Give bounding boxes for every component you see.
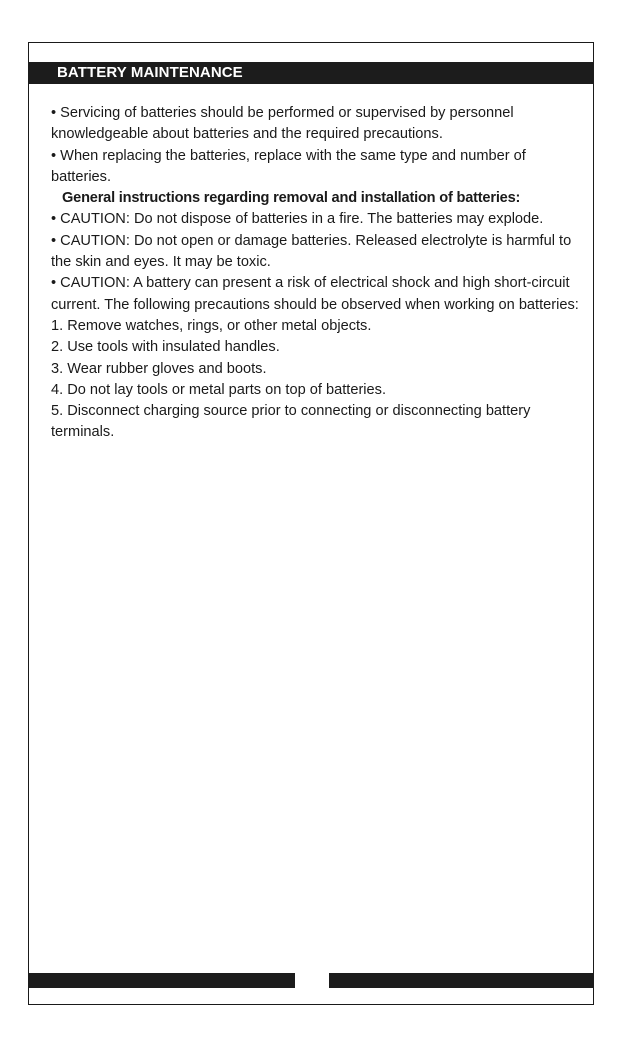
list-item: 1. Remove watches, rings, or other metal objects.: [51, 317, 372, 334]
footer-bar-right: [329, 973, 594, 988]
footer-bar-left: [28, 973, 295, 988]
paragraph-replacing: • When replacing the batteries, replace with the same type and number of batteries.: [51, 147, 526, 185]
list-item: 5. Disconnect charging source prior to connecting or disconnecting battery terminals.: [51, 403, 531, 441]
instructions-subheading: General instructions regarding removal and installation of batteries:: [62, 190, 521, 207]
list-item: 3. Wear rubber gloves and boots.: [51, 360, 267, 377]
document-body: [51, 103, 581, 444]
caution-electrical-shock: • CAUTION: A battery can present a risk of electrical shock and high short-circuit current. The following precautions should be observed when working on batteries:: [51, 275, 579, 313]
section-header-bar: [28, 62, 594, 84]
list-item: 4. Do not lay tools or metal parts on top of batteries.: [51, 381, 387, 398]
paragraph-servicing: • Servicing of batteries should be performed or supervised by personnel knowledgeable about batteries and the required precautions.: [51, 105, 514, 143]
caution-fire: • CAUTION: Do not dispose of batteries in a fire. The batteries may explode.: [51, 211, 544, 228]
section-title: BATTERY MAINTENANCE: [57, 64, 243, 81]
caution-open-damage: • CAUTION: Do not open or damage batteries. Released electrolyte is harmful to the skin and eyes. It may be toxic.: [51, 232, 572, 271]
list-item: 2. Use tools with insulated handles.: [51, 339, 280, 356]
